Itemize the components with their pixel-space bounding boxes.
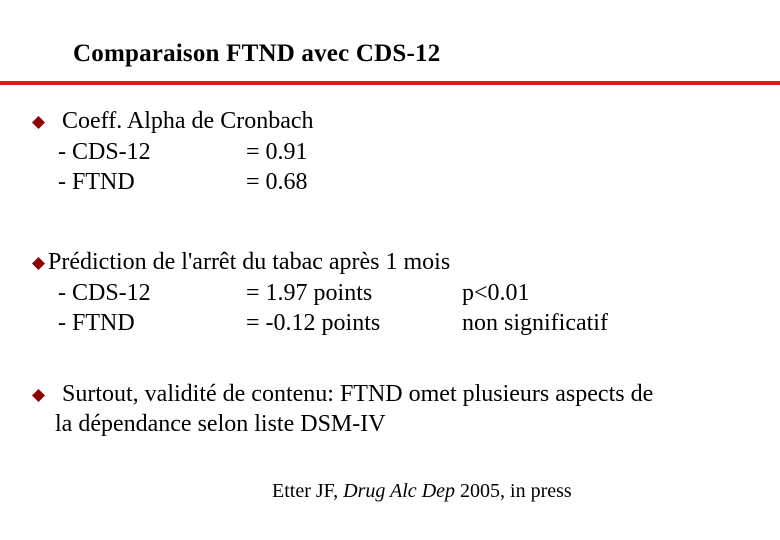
section1-row2-label: - FTND <box>58 169 135 195</box>
diamond-bullet-icon <box>32 257 45 270</box>
title-underline-rule <box>0 81 780 85</box>
section2-row1-significance: p<0.01 <box>462 280 530 306</box>
citation-author: Etter JF, <box>272 480 344 502</box>
section2-row1-value: = 1.97 points <box>246 280 373 306</box>
section1-row1-label: - CDS-12 <box>58 139 151 165</box>
section1-heading: Coeff. Alpha de Cronbach <box>62 108 314 134</box>
diamond-bullet-icon <box>32 116 45 129</box>
section2-row2-label: - FTND <box>58 310 135 336</box>
section1-row2-value: = 0.68 <box>246 169 308 195</box>
section2-heading: Prédiction de l'arrêt du tabac après 1 mois <box>48 249 451 275</box>
section3-line1: Surtout, validité de contenu: FTND omet plusieurs aspects de <box>62 381 654 407</box>
citation <box>272 480 572 503</box>
section1-row1-value: = 0.91 <box>246 139 308 165</box>
citation-rest: 2005, in press <box>455 480 572 502</box>
section2-row2-value: = -0.12 points <box>246 310 381 336</box>
slide-title: Comparaison FTND avec CDS-12 <box>73 40 441 67</box>
section3-line2: la dépendance selon liste DSM-IV <box>55 411 386 437</box>
diamond-bullet-icon <box>32 389 45 402</box>
section2-row1-label: - CDS-12 <box>58 280 151 306</box>
citation-journal: Drug Alc Dep <box>343 480 456 502</box>
section2-row2-significance: non significatif <box>462 310 608 336</box>
